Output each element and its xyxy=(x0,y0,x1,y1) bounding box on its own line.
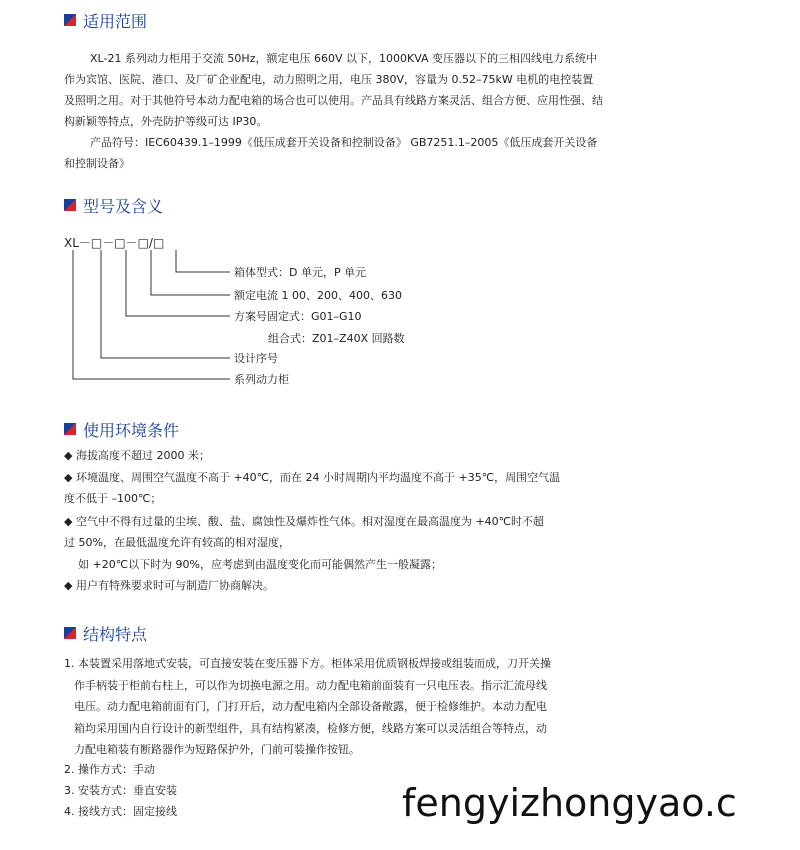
section-flag-icon xyxy=(64,423,76,435)
section-model-title: 型号及含义 xyxy=(83,196,164,216)
scope-paragraph-1: XL-21 系列动力柜用于交流 50Hz，额定电压 660V 以下，1000KVA 变压器以下的三相四线电力系统中作为宾馆、医院、港口、及厂矿企业配电，动力照明之用，电压 380V，容量为 0.52–75kW 电机的电控装置及照明之用。对于其他符号本动力配电箱的场合也可以使用。产品具有线路方案灵活、组合方便、应用性强、结构新颖等特点，外壳防护等级可达 IP30。 xyxy=(64,52,603,128)
section-scope-title: 适用范围 xyxy=(83,11,148,31)
structure-line: 作手柄装于柜前右柱上，可以作为切换电源之用。动力配电箱前面装有一只电压表。指示汇流母线 xyxy=(74,679,547,692)
environment-line: 如 +20℃以下时为 90%，应考虑到由温度变化而可能偶然产生一般凝露； xyxy=(78,558,443,571)
environment-line: ◆ 用户有特殊要求时可与制造厂协商解决。 xyxy=(64,579,274,592)
section-structure-header xyxy=(64,621,147,645)
structure-line: 4. 接线方式：固定接线 xyxy=(64,805,177,818)
model-label-fixed: 方案号固定式：G01–G10 xyxy=(234,310,362,323)
structure-line: 箱均采用国内自行设计的新型组件，具有结构紧凑，检修方便，线路方案可以灵活组合等特点，动 xyxy=(74,722,547,735)
section-structure-title: 结构特点 xyxy=(83,624,148,644)
model-label-design: 设计序号 xyxy=(234,352,278,365)
scope-paragraph-2: 产品符号：IEC60439.1–1999《低压成套开关设备和控制设备》 GB7251.1–2005《低压成套开关设备和控制设备》 xyxy=(64,136,598,170)
section-flag-icon xyxy=(64,627,76,639)
model-connector-line xyxy=(101,250,230,358)
model-connector-line xyxy=(176,250,230,272)
section-environment-header xyxy=(64,417,179,441)
environment-line: ◆ 空气中不得有过量的尘埃、酸、盐、腐蚀性及爆炸性气体。相对湿度在最高温度为 +40℃时不超 xyxy=(64,515,545,528)
model-label-current: 额定电流 1 00、200、400、630 xyxy=(234,289,402,302)
model-code: XL－□－□－□/□ xyxy=(64,236,165,250)
environment-line: 度不低于 –100℃； xyxy=(64,492,162,505)
structure-line: 电压。动力配电箱前面有门，门打开后，动力配电箱内全部设备敞露，便于检修维护。本动力配电 xyxy=(74,700,547,713)
structure-line: 力配电箱装有断路器作为短路保护外，门前可装操作按钮。 xyxy=(74,743,360,756)
model-label-enclosure: 箱体型式：D 单元，P 单元 xyxy=(234,266,367,279)
watermark-text: fengyizhongyao.c xyxy=(402,781,737,825)
model-label-combined: 组合式：Z01–Z40X 回路数 xyxy=(268,332,405,345)
section-environment-title: 使用环境条件 xyxy=(83,420,180,440)
structure-line: 2. 操作方式：手动 xyxy=(64,763,155,776)
structure-line: 1. 本装置采用落地式安装，可直接安装在变压器下方。柜体采用优质钢板焊接或组装而成，刀开关操 xyxy=(64,657,551,670)
model-connector-line xyxy=(126,250,230,316)
environment-line: ◆ 海拔高度不超过 2000 米； xyxy=(64,449,210,462)
structure-line: 3. 安装方式：垂直安装 xyxy=(64,784,177,797)
model-label-series: 系列动力柜 xyxy=(234,373,289,386)
environment-line: 过 50%，在最低温度允许有较高的相对湿度， xyxy=(64,536,290,549)
environment-line: ◆ 环境温度、周围空气温度不高于 +40℃，而在 24 小时周期内平均温度不高于 +35℃，周围空气温 xyxy=(64,471,561,484)
